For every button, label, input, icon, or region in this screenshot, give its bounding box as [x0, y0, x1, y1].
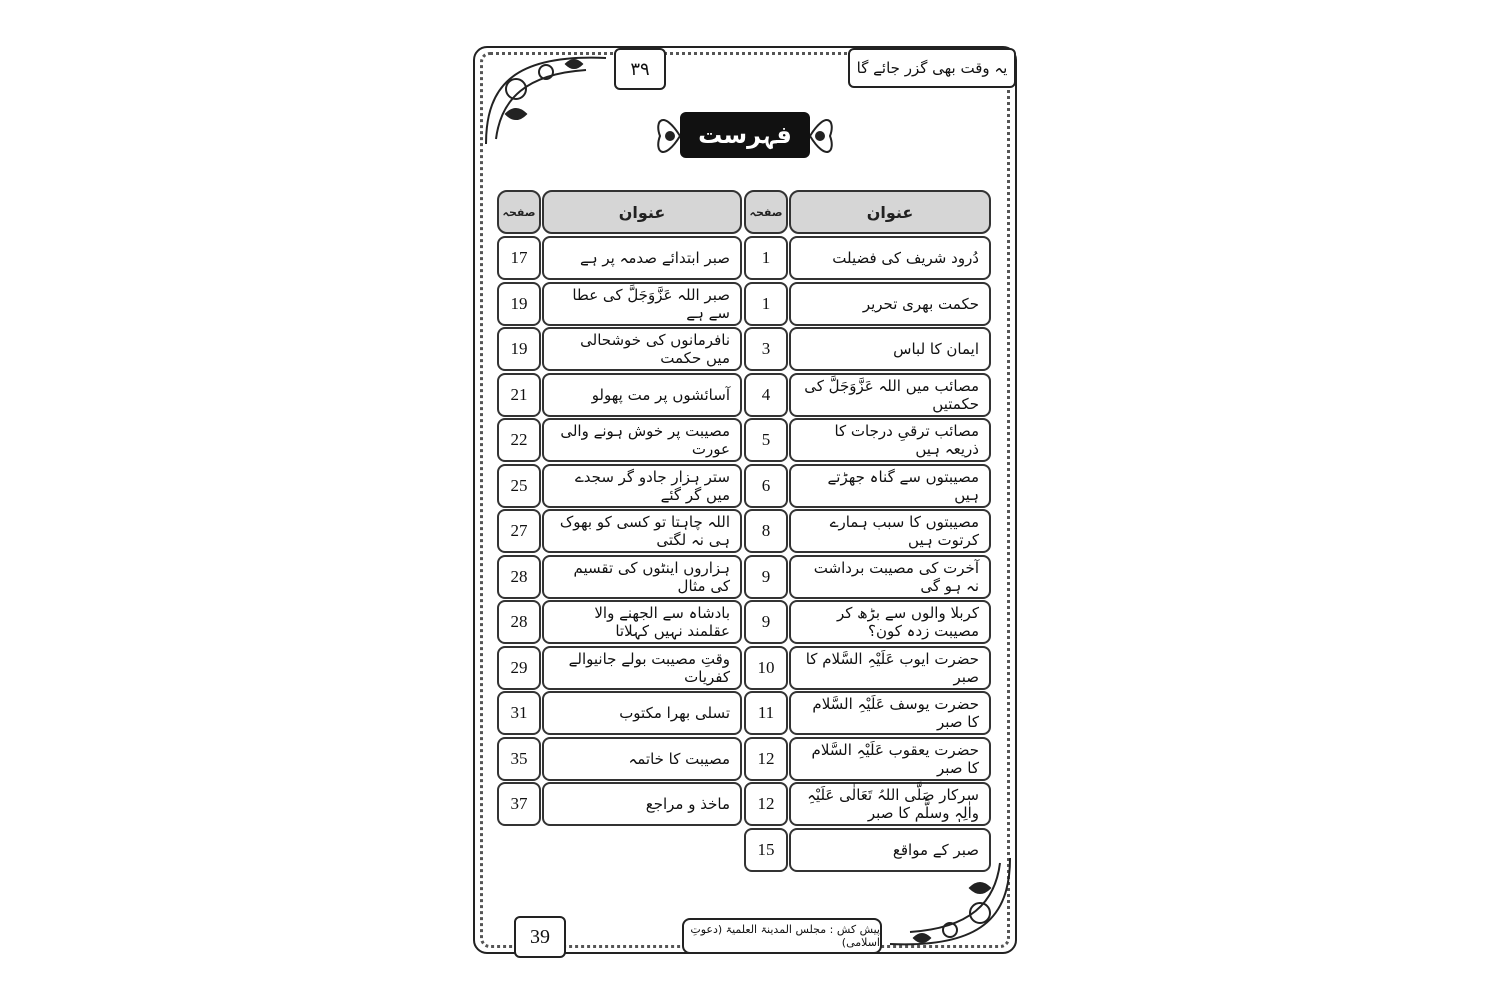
toc-entry-page: 1: [744, 282, 788, 326]
toc-entry-title: دُرود شریف کی فضیلت: [789, 236, 991, 280]
book-title: یہ وقت بھی گزر جائے گا: [848, 48, 1016, 88]
title-cartouche: [650, 100, 840, 172]
toc-entry-page: 9: [744, 555, 788, 599]
toc-entry-title: ایمان کا لباس: [789, 327, 991, 371]
left-page-header: صفحہ: [497, 190, 541, 234]
toc-entry-page: 35: [497, 737, 541, 781]
toc-entry-page: 12: [744, 782, 788, 826]
toc-entry-page: 37: [497, 782, 541, 826]
toc-entry-title: وقتِ مصیبت بولے جانیوالے کفریات: [542, 646, 742, 690]
toc-entry-page: 3: [744, 327, 788, 371]
toc-entry-page: 19: [497, 282, 541, 326]
right-title-header: عنوان: [789, 190, 991, 234]
top-left-ornament-icon: [476, 44, 616, 154]
toc-entry-page: 6: [744, 464, 788, 508]
toc-entry-title: مصیبتوں سے گناہ جھڑتے ہیں: [789, 464, 991, 508]
toc-entry-title: ستر ہزار جادو گر سجدے میں گر گئے: [542, 464, 742, 508]
toc-entry-page: 17: [497, 236, 541, 280]
toc-entry-title: مصائب میں اللہ عَزَّوَجَلَّ کی حکمتیں: [789, 373, 991, 417]
toc-entry-title: نافرمانوں کی خوشحالی میں حکمت: [542, 327, 742, 371]
toc-entry-page: 27: [497, 509, 541, 553]
toc-entry-title: حکمت بھری تحریر: [789, 282, 991, 326]
toc-entry-page: 19: [497, 327, 541, 371]
toc-entry-page: 8: [744, 509, 788, 553]
toc-entry-title: صبر کے مواقع: [789, 828, 991, 872]
toc-entry-title: آسائشوں پر مت پھولو: [542, 373, 742, 417]
toc-entry-title: کربلا والوں سے بڑھ کر مصیبت زدہ کون؟: [789, 600, 991, 644]
toc-entry-page: 1: [744, 236, 788, 280]
toc-entry-title: حضرت یعقوب عَلَیْہِ السَّلام کا صبر: [789, 737, 991, 781]
toc-entry-page: 9: [744, 600, 788, 644]
toc-entry-page: 31: [497, 691, 541, 735]
toc-entry-title: ماخذ و مراجع: [542, 782, 742, 826]
toc-entry-title: مصائب ترقیِ درجات کا ذریعہ ہیں: [789, 418, 991, 462]
toc-entry-page: 29: [497, 646, 541, 690]
footer-page-number: 39: [514, 916, 566, 958]
toc-entry-page: 10: [744, 646, 788, 690]
toc-entry-page: 28: [497, 555, 541, 599]
toc-entry-title: تسلی بھرا مکتوب: [542, 691, 742, 735]
toc-entry-title: بادشاہ سے الجھنے والا عقلمند نہیں کہلاتا: [542, 600, 742, 644]
toc-entry-title: اللہ چاہتا تو کسی کو بھوک ہی نہ لگتی: [542, 509, 742, 553]
left-title-header: عنوان: [542, 190, 742, 234]
toc-entry-page: 12: [744, 737, 788, 781]
toc-entry-page: 22: [497, 418, 541, 462]
toc-entry-page: 5: [744, 418, 788, 462]
toc-entry-page: 4: [744, 373, 788, 417]
publisher-credit: پیش کش : مجلس المدینۃ العلمیۃ (دعوتِ اسلامی): [682, 918, 882, 954]
toc-entry-title: ہزاروں اینٹوں کی تقسیم کی مثال: [542, 555, 742, 599]
toc-entry-title: صبر اللہ عَزَّوَجَلَّ کی عطا سے ہے: [542, 282, 742, 326]
header-page-number: ۳۹: [614, 48, 666, 90]
toc-entry-title: سرکار صَلَّی اللہُ تَعَالٰی عَلَیْہِ واٰلِہٖ وسلَّم کا صبر: [789, 782, 991, 826]
toc-entry-title: صبر ابتدائے صدمہ پر ہے: [542, 236, 742, 280]
toc-entry-title: مصیبت پر خوش ہونے والی عورت: [542, 418, 742, 462]
toc-entry-page: 21: [497, 373, 541, 417]
toc-entry-page: 11: [744, 691, 788, 735]
toc-entry-title: حضرت ایوب عَلَیْہِ السَّلام کا صبر: [789, 646, 991, 690]
toc-entry-title: حضرت یوسف عَلَیْہِ السَّلام کا صبر: [789, 691, 991, 735]
toc-entry-page: 28: [497, 600, 541, 644]
toc-entry-page: 15: [744, 828, 788, 872]
right-page-header: صفحہ: [744, 190, 788, 234]
toc-entry-title: مصیبتوں کا سبب ہمارے کرتوت ہیں: [789, 509, 991, 553]
page-title: فہرست: [680, 112, 810, 158]
toc-entry-title: آخرت کی مصیبت برداشت نہ ہو گی: [789, 555, 991, 599]
toc-entry-page: 25: [497, 464, 541, 508]
toc-entry-title: مصیبت کا خاتمہ: [542, 737, 742, 781]
